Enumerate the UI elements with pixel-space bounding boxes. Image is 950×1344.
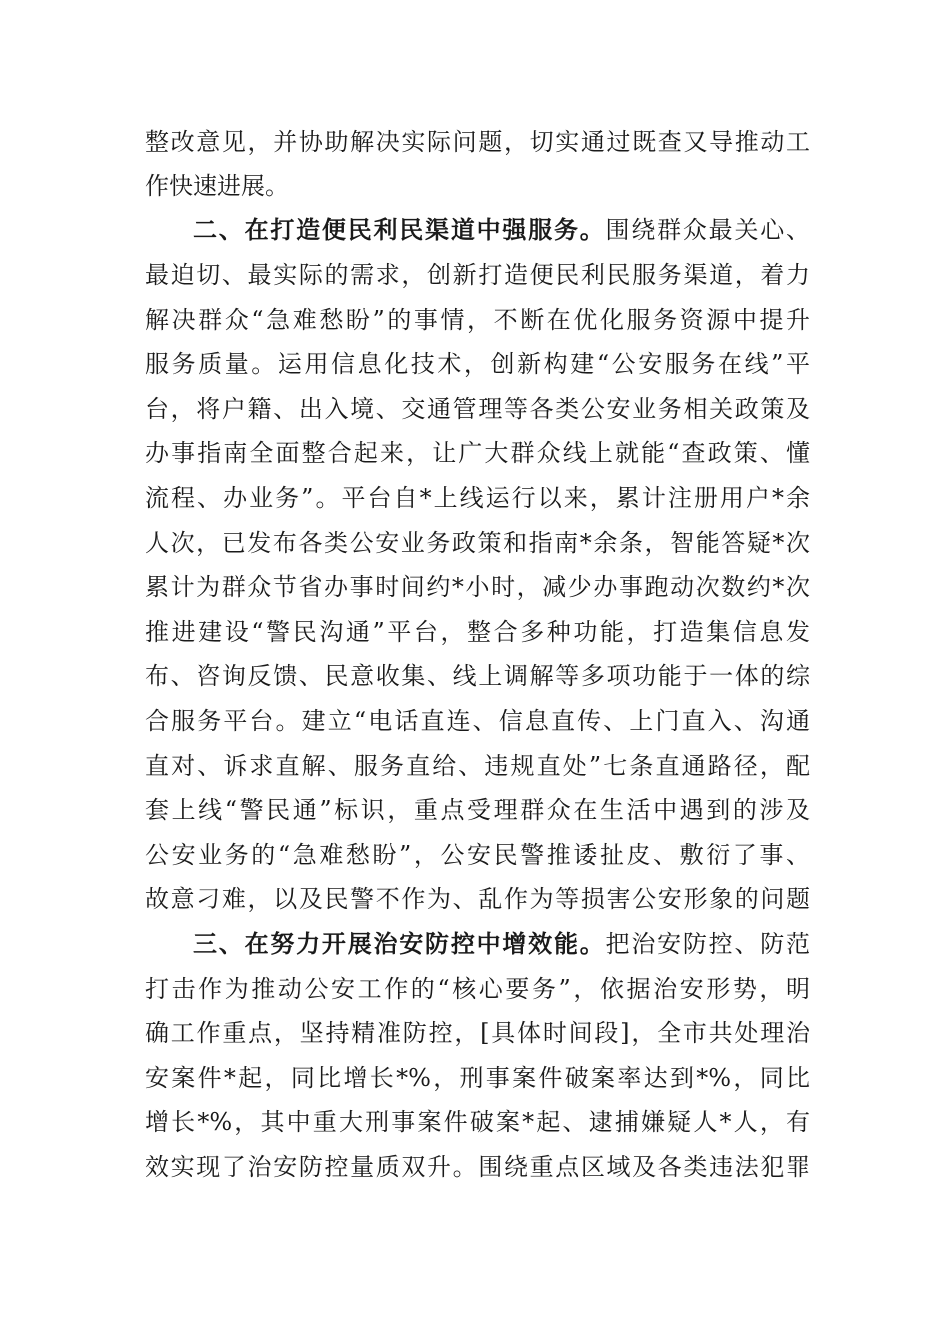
line-text: 合服务平台。建立“电话直连、信息直传、上门直入、沟通: [145, 707, 810, 735]
text-line: [145, 1011, 810, 1055]
line-text: 作快速进展。: [145, 172, 289, 200]
line-text: 台，将户籍、出入境、交通管理等各类公安业务相关政策及: [145, 395, 810, 423]
text-line: [145, 788, 810, 832]
text-line: [145, 164, 810, 208]
text-line: [145, 1100, 810, 1144]
line-text: 服务质量。运用信息化技术，创新构建“公安服务在线”平: [145, 350, 810, 378]
text-line: [145, 476, 810, 520]
text-line: [145, 253, 810, 297]
text-line: [145, 521, 810, 565]
section-heading-line: [193, 922, 810, 966]
text-line: [145, 342, 810, 386]
text-line: [145, 699, 810, 743]
line-text: 办事指南全面整合起来，让广大群众线上就能“查政策、懂: [145, 439, 810, 467]
line-text: 整改意见，并协助解决实际问题，切实通过既查又导推动工: [145, 128, 810, 156]
line-text: 效实现了治安防控量质双升。围绕重点区域及各类违法犯罪: [145, 1153, 810, 1181]
text-line: [145, 1056, 810, 1100]
section-heading-line: [193, 208, 810, 252]
line-text: 把治安防控、防范: [605, 930, 811, 958]
text-line: [145, 298, 810, 342]
text-line: [145, 120, 810, 164]
text-line: [145, 387, 810, 431]
section-heading: 二、在打造便民利民渠道中强服务。: [193, 216, 606, 244]
line-text: 公安业务的“急难愁盼”，公安民警推诿扯皮、敷衍了事、: [145, 841, 810, 869]
text-line: [145, 833, 810, 877]
line-text: 流程、办业务”。平台自*上线运行以来，累计注册用户*余: [145, 484, 810, 512]
line-text: 围绕群众最关心、: [605, 216, 811, 244]
line-text: 直对、诉求直解、服务直给、违规直处”七条直通路径，配: [145, 752, 810, 780]
line-text: 人次，已发布各类公安业务政策和指南*余条，智能答疑*次: [145, 529, 810, 557]
text-line: [145, 654, 810, 698]
text-line: [145, 610, 810, 654]
text-line: [145, 877, 810, 921]
line-text: 打击作为推动公安工作的“核心要务”，依据治安形势，明: [145, 975, 810, 1003]
line-text: 套上线“警民通”标识，重点受理群众在生活中遇到的涉及: [145, 796, 810, 824]
line-text: 解决群众“急难愁盼”的事情，不断在优化服务资源中提升: [145, 306, 810, 334]
section-heading: 三、在努力开展治安防控中增效能。: [193, 930, 606, 958]
line-text: 增长*%，其中重大刑事案件破案*起、逮捕嫌疑人*人，有: [145, 1108, 810, 1136]
line-text: 布、咨询反馈、民意收集、线上调解等多项功能于一体的综: [145, 662, 810, 690]
text-line: [145, 1145, 810, 1189]
line-text: 故意刁难，以及民警不作为、乱作为等损害公安形象的问题: [145, 885, 810, 913]
line-text: 安案件*起，同比增长*%，刑事案件破案率达到*%，同比: [145, 1064, 810, 1092]
line-text: 确工作重点，坚持精准防控，[具体时间段]，全市共处理治: [145, 1019, 810, 1047]
text-line: [145, 744, 810, 788]
line-text: 累计为群众节省办事时间约*小时，减少办事跑动次数约*次: [145, 573, 810, 601]
text-line: [145, 565, 810, 609]
line-text: 最迫切、最实际的需求，创新打造便民利民服务渠道，着力: [145, 261, 810, 289]
text-line: [145, 431, 810, 475]
line-text: 推进建设“警民沟通”平台，整合多种功能，打造集信息发: [145, 618, 810, 646]
text-line: [145, 967, 810, 1011]
